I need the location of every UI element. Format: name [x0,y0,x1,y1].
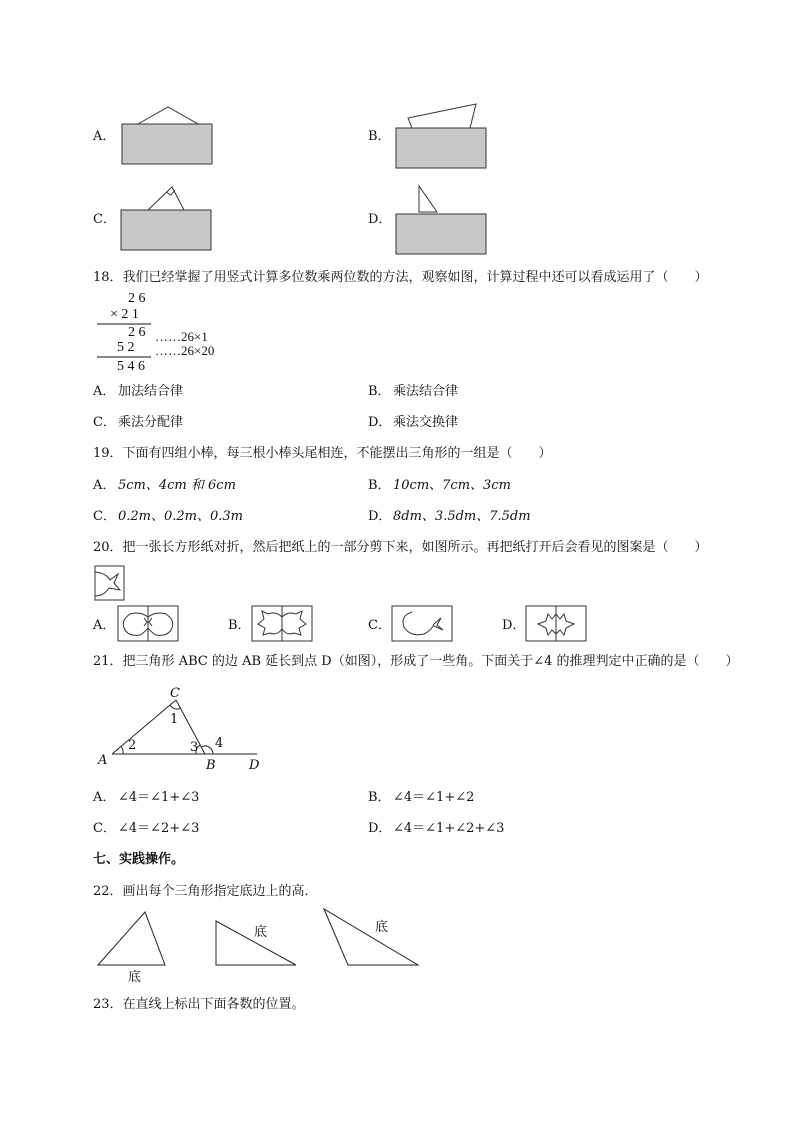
calc-note-4: ……26×20 [155,343,215,358]
q20-option-c-letter[interactable]: C． [368,618,391,633]
q18-option-c-letter: C． [93,415,116,430]
q21-option-c-text: ∠4＝∠2+∠3 [118,821,200,836]
q21-label-b: B [206,758,216,773]
q18-option-a-letter: A． [93,384,116,399]
q19-option-b-letter: B． [368,478,391,493]
q18-option-b-text: 乘法结合律 [393,384,459,399]
q20-option-b-letter[interactable]: B． [228,618,251,633]
calc-line-1: 2 6 [128,291,146,306]
q23-stem: 23．在直线上标出下面各数的位置。 [93,997,305,1012]
q19-option-a-text: 5cm、4cm 和 6cm [118,478,236,493]
q22-base-label-2: 底 [254,925,268,940]
calc-line-3: 2 6 [128,325,146,340]
q19-option-d-text: 8dm、3.5dm、7.5dm [393,509,531,524]
calc-note-3: ……26×1 [155,329,208,344]
q17-option-a-letter[interactable]: A． [93,129,116,144]
q21-angle-3: 3 [190,740,199,755]
q18-option-d-letter: D． [368,415,392,430]
q21-option-d-text: ∠4＝∠1+∠2+∠3 [393,821,505,836]
q17-option-d-letter[interactable]: D． [368,212,392,227]
q21-option-b-letter: B． [368,790,391,805]
section-7-title: 七、实践操作。 [93,852,185,867]
q18-option-c-text: 乘法分配律 [118,415,184,430]
q21-angle-1: 1 [170,712,179,727]
q17-option-c-letter[interactable]: C． [93,212,116,227]
q22-stem: 22．画出每个三角形指定底边上的高． [93,884,318,899]
calc-line-4: 5 2 [117,340,135,355]
q21-label-c: C [170,686,180,701]
q21-option-b-text: ∠4＝∠1+∠2 [393,790,475,805]
calc-line-2: × 2 1 [110,307,139,322]
q18-option-b-letter: B． [368,384,391,399]
q18-option-a-text: 加法结合律 [118,384,184,399]
q18-stem: 18．我们已经掌握了用竖式计算多位数乘两位数的方法，观察如图，计算过程中还可以看成运用了（ ） [93,270,708,285]
q19-option-c-text: 0.2m、0.2m、0.3m [118,509,244,524]
q21-angle-2: 2 [128,738,137,753]
q17-option-b-letter[interactable]: B． [368,129,391,144]
q21-label-d: D [249,758,260,773]
q20-option-d-letter[interactable]: D． [502,618,526,633]
q19-option-a-letter: A． [93,478,116,493]
q21-angle-4: 4 [215,736,224,751]
q19-option-d-letter: D． [368,509,392,524]
q21-option-a-letter: A． [93,790,116,805]
q19-stem: 19．下面有四组小棒，每三根小棒头尾相连，不能摆出三角形的一组是（ ） [93,446,552,461]
q20-stem: 20．把一张长方形纸对折，然后把纸上的一部分剪下来，如图所示。再把纸打开后会看见的图案是（ ） [93,540,708,555]
q22-base-label-3: 底 [375,920,389,935]
q19-option-c-letter: C． [93,509,116,524]
calc-line-5: 5 4 6 [117,359,145,374]
q21-option-a-text: ∠4＝∠1+∠3 [118,790,200,805]
q20-option-a-letter[interactable]: A． [93,618,116,633]
q19-option-b-text: 10cm、7cm、3cm [393,478,511,493]
q18-option-d-text: 乘法交换律 [393,415,459,430]
q21-option-d-letter: D． [368,821,392,836]
q22-base-label-1: 底 [128,970,142,985]
q21-label-a: A [98,753,108,768]
q21-option-c-letter: C． [93,821,116,836]
q21-stem: 21．把三角形 ABC 的边 AB 延长到点 D（如图），形成了一些角。下面关于∠4 的推理判定中正确的是（ ） [93,654,739,669]
